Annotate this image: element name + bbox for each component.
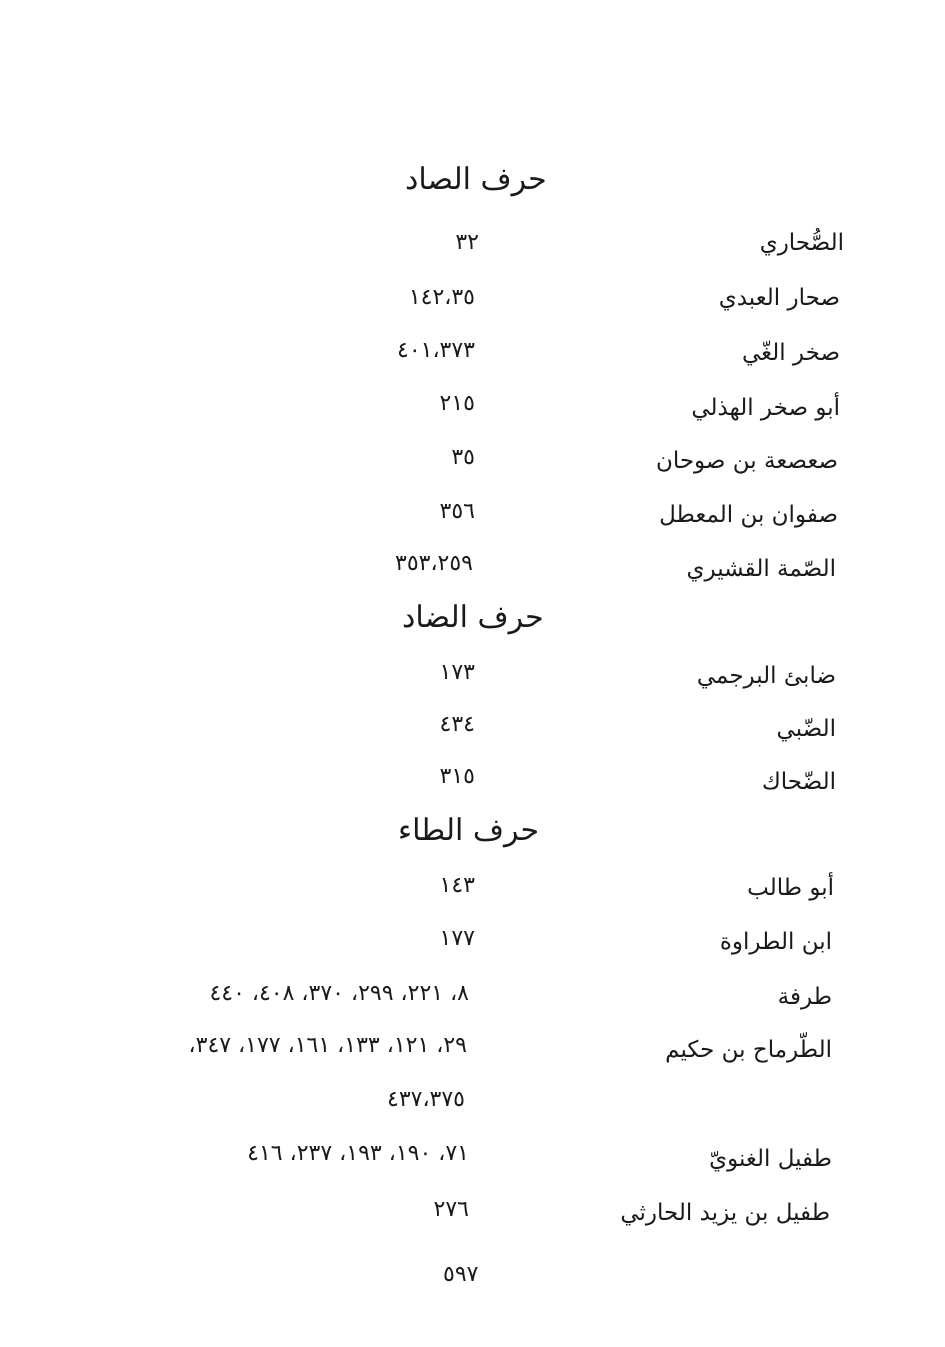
page-number: ٥٩٧ bbox=[443, 1262, 479, 1287]
entry-name: ضابئ البرجمي bbox=[696, 663, 836, 689]
entry-name: صخر الغّي bbox=[741, 340, 840, 366]
entry-pages: ٢٩، ١٢١، ١٣٣، ١٦١، ١٧٧، ٣٤٧، bbox=[188, 1033, 467, 1058]
entry-name: الضّحاك bbox=[761, 769, 836, 795]
entry-name: صفوان بن المعطل bbox=[659, 502, 838, 528]
entry-name: طرفة bbox=[777, 984, 832, 1010]
entry-name: طفيل بن يزيد الحارثي bbox=[620, 1200, 830, 1226]
entry-pages: ٢١٥ bbox=[439, 391, 475, 416]
section-heading-sad: حرف الصاد bbox=[405, 162, 547, 197]
entry-pages: ١٤٢،٣٥ bbox=[408, 285, 475, 310]
entry-name: أبو طالب bbox=[747, 875, 834, 901]
entry-name: أبو صخر الهذلي bbox=[691, 395, 840, 421]
entry-name: الصُّحاري bbox=[759, 230, 844, 256]
section-heading-dad: حرف الضاد bbox=[402, 600, 544, 635]
entry-name: الصّمة القشيري bbox=[686, 556, 836, 582]
entry-pages: ٢٧٦ bbox=[433, 1197, 469, 1222]
entry-pages: ٣٢ bbox=[455, 230, 479, 255]
entry-pages-continued: ٤٣٧،٣٧٥ bbox=[387, 1087, 465, 1112]
section-heading-ta: حرف الطاء bbox=[398, 813, 540, 848]
entry-name: الطّرماح بن حكيم bbox=[665, 1037, 832, 1063]
entry-name: طفيل الغنويّ bbox=[709, 1146, 832, 1172]
entry-pages: ٣٥٣،٢٥٩ bbox=[395, 551, 473, 576]
entry-name: الضّبي bbox=[776, 716, 836, 742]
entry-pages: ٧١، ١٩٠، ١٩٣، ٢٣٧، ٤١٦ bbox=[247, 1141, 469, 1166]
entry-name: صحار العبدي bbox=[718, 285, 840, 311]
entry-pages: ٤٠١،٣٧٣ bbox=[397, 338, 475, 363]
entry-pages: ٣٥ bbox=[451, 445, 475, 470]
entry-name: صعصعة بن صوحان bbox=[655, 448, 838, 474]
entry-pages: ٤٣٤ bbox=[439, 712, 475, 737]
entry-pages: ١٧٣ bbox=[439, 660, 475, 685]
entry-pages: ١٤٣ bbox=[439, 873, 475, 898]
entry-pages: ٨، ٢٢١، ٢٩٩، ٣٧٠، ٤٠٨، ٤٤٠ bbox=[209, 981, 469, 1006]
entry-pages: ٣١٥ bbox=[439, 764, 475, 789]
entry-pages: ٣٥٦ bbox=[439, 499, 475, 524]
entry-pages: ١٧٧ bbox=[439, 926, 475, 951]
entry-name: ابن الطراوة bbox=[719, 929, 832, 955]
